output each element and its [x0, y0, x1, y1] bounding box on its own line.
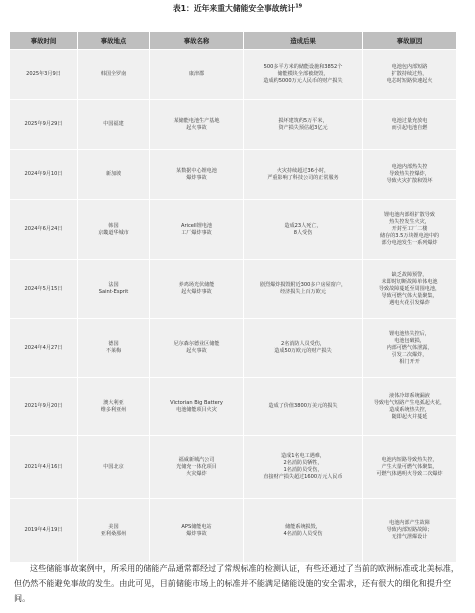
- cell-name: 某数据中心锂电池 爆炸事故: [150, 150, 244, 200]
- table-row: [10, 50, 457, 100]
- cell-consequence: 损坏建筑约5万平米， 资产损失预估超3亿元: [244, 100, 363, 150]
- cell-time: 2024年6月24日: [10, 200, 78, 260]
- cell-name: 某储能电池生产基地 起火事故: [150, 100, 244, 150]
- cell-consequence: 储能系统损毁， 4名消防人员受伤: [244, 499, 363, 563]
- cell-name: Aricell锂电池 工厂爆炸事故: [150, 200, 244, 260]
- cell-name: 养鸡场光伏储能 起火爆炸事故: [150, 260, 244, 319]
- table-caption: [0, 3, 475, 14]
- cell-time: 2024年4月27日: [10, 319, 78, 378]
- cell-time: 2021年9月20日: [10, 378, 78, 436]
- cell-consequence: 2名消防人员受伤， 造成50万欧元的财产损失: [244, 319, 363, 378]
- body-paragraph: 这些储能事故案例中，所采用的储能产品通常都经过了常规标准的检测认证，有些还通过了当前的欧洲标准或北美标准，但仍然不能避免事故的发生。由此可见，目前储能市场上的标准并不能满足储能设施的安全需求，还有很大的细化和提升空间。: [14, 563, 459, 604]
- table-row: [10, 378, 457, 436]
- cell-location: 法国 Saint-Esprit: [78, 260, 150, 319]
- cell-location: 韩国全罗南: [78, 50, 150, 100]
- cell-cause: 锂电池热失控后， 电池包破损， 内部可燃气体泄露， 引发二次爆炸， 相门开开: [363, 319, 457, 378]
- cell-cause: 电池包内部短路 扩散持续过热， 电芯时短路快速起火: [363, 50, 457, 100]
- cell-time: 2024年9月10日: [10, 150, 78, 200]
- table-row: [10, 150, 457, 200]
- cell-name: APS储能电站 爆炸事故: [150, 499, 244, 563]
- cell-time: 2024年5月15日: [10, 260, 78, 319]
- cell-name: 福威新城汽公司 光储充一体化项目 火灾爆炸: [150, 436, 244, 499]
- header-consequence: 造成后果: [244, 32, 363, 50]
- cell-location: 中国福建: [78, 100, 150, 150]
- cell-location: 中国北京: [78, 436, 150, 499]
- table-row: [10, 319, 457, 378]
- cell-consequence: 造成1名电工遇难， 2名消防员牺牲， 1名消防员受伤， 直接财产损失超过1600万元人民币: [244, 436, 363, 499]
- table-row: [10, 436, 457, 499]
- cell-cause: 电池过量充放电 而引起电池自燃: [363, 100, 457, 150]
- cell-location: 新加坡: [78, 150, 150, 200]
- table-header-row: [10, 32, 457, 50]
- caption-footnote: 19: [295, 3, 303, 10]
- cell-location: 韩国 京畿道华城市: [78, 200, 150, 260]
- cell-consequence: 造成了价值3800万美元的损失: [244, 378, 363, 436]
- cell-consequence: 火灾持续超过36小时， 严重影响了科技公司的正常服务: [244, 150, 363, 200]
- cell-cause: 锂电池内部组扩散导致 热失控发生火灾， 开封至工厂二楼 储存的3.5万块锂电池中的 部分电池发生一系列爆炸: [363, 200, 457, 260]
- header-name: 事故名称: [150, 32, 244, 50]
- cell-time: 2025年3月9日: [10, 50, 78, 100]
- cell-consequence: 剧烈爆炸损毁附近300多户房屋窗户， 经济损失上百万欧元: [244, 260, 363, 319]
- cell-cause: 电池内部产生故障 导致内部短路故障； 无排气泄爆设计: [363, 499, 457, 563]
- cell-cause: 电池内部热失控 导致热失控爆炸， 导致火灾扩散和毁坏: [363, 150, 457, 200]
- cell-time: 2021年4月16日: [10, 436, 78, 499]
- header-cause: 事故原因: [363, 32, 457, 50]
- table-row: [10, 260, 457, 319]
- caption-text: 表1：近年来重大储能安全事故统计: [172, 4, 296, 13]
- table-row: [10, 100, 457, 150]
- cell-consequence: 500多平方米的储能设施和3852个 储能模块全部被烧毁， 造成约5000万元人民币的财产损失: [244, 50, 363, 100]
- cell-name: Victorian Big Battery 电池储能项目火灾: [150, 378, 244, 436]
- table-row: [10, 499, 457, 563]
- cell-location: 美国 亚利桑那州: [78, 499, 150, 563]
- header-time: 事故时间: [10, 32, 78, 50]
- cell-consequence: 造成23人死亡， 8人受伤: [244, 200, 363, 260]
- table-row: [10, 200, 457, 260]
- header-location: 事故地点: [78, 32, 150, 50]
- cell-cause: 缺乏故障预警， 未即时切断故障单体电池 导致故障蔓延至周围电池， 导致可燃气体大量聚集， 遇电火花引发爆炸: [363, 260, 457, 319]
- cell-location: 澳大利亚 维多利亚州: [78, 378, 150, 436]
- cell-name: 康津郡: [150, 50, 244, 100]
- cell-cause: 电池内短路导致热失控， 产生大量可燃气体聚集， 可燃气体遇明火导致二次爆炸: [363, 436, 457, 499]
- cell-name: 尼尔森尔德业区储能 起火事故: [150, 319, 244, 378]
- cell-location: 德国 不莱梅: [78, 319, 150, 378]
- incident-table: [9, 31, 457, 563]
- cell-cause: 液体冷却系统漏液 导致电气短路产生电弧起火花， 造成系统热失控， 随即起火并蔓延: [363, 378, 457, 436]
- cell-time: 2025年9月29日: [10, 100, 78, 150]
- cell-time: 2019年4月19日: [10, 499, 78, 563]
